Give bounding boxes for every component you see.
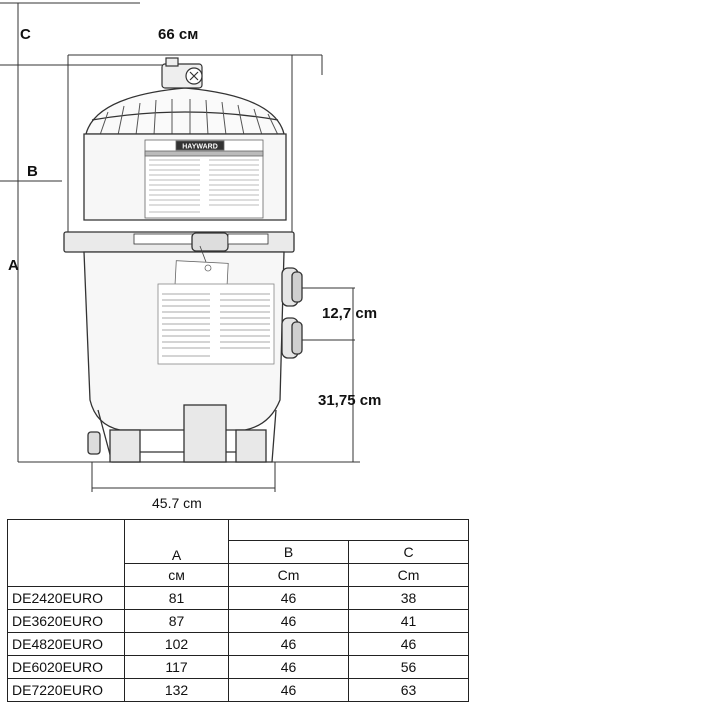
- table-corner: [8, 520, 125, 587]
- dim-base-width: 45.7 cm: [152, 495, 202, 511]
- tank-label: [158, 284, 274, 364]
- table-row: [8, 587, 469, 610]
- unit-b: Cm: [229, 564, 349, 587]
- value-b: 46: [229, 633, 349, 656]
- port-lower: [282, 318, 302, 358]
- value-c: 46: [349, 633, 469, 656]
- value-c: 38: [349, 587, 469, 610]
- value-c: 63: [349, 679, 469, 702]
- brand-label: HAYWARD: [182, 143, 218, 151]
- table-row: [8, 656, 469, 679]
- warning-label: [145, 140, 263, 218]
- value-a: 132: [125, 679, 229, 702]
- value-c: 56: [349, 656, 469, 679]
- value-b: 46: [229, 610, 349, 633]
- model-name: DE3620EURO: [8, 610, 125, 633]
- model-name: DE4820EURO: [8, 633, 125, 656]
- value-a: 81: [125, 587, 229, 610]
- dim-port-spacing: 12,7 cm: [322, 305, 378, 322]
- air-relief-valve: [162, 58, 202, 88]
- table-row: [8, 679, 469, 702]
- dim-label-c: C: [20, 26, 31, 43]
- table-row: [8, 633, 469, 656]
- col-header-b: B: [229, 541, 349, 564]
- model-name: DE6020EURO: [8, 656, 125, 679]
- dim-label-a: A: [8, 257, 19, 274]
- dim-top-width: 66 см: [158, 26, 199, 43]
- value-b: 46: [229, 656, 349, 679]
- clamp-band: [64, 232, 294, 252]
- value-b: 46: [229, 587, 349, 610]
- port-upper: [282, 268, 302, 306]
- col-header-c: C: [349, 541, 469, 564]
- table-row: [8, 610, 469, 633]
- dim-port-height: 31,75 cm: [318, 392, 382, 409]
- value-a: 102: [125, 633, 229, 656]
- value-a: 87: [125, 610, 229, 633]
- col-header-a: A: [125, 520, 229, 564]
- value-a: 117: [125, 656, 229, 679]
- unit-c: Cm: [349, 564, 469, 587]
- model-name: DE2420EURO: [8, 587, 125, 610]
- dim-label-b: B: [27, 163, 38, 180]
- unit-a: см: [125, 564, 229, 587]
- model-name: DE7220EURO: [8, 679, 125, 702]
- value-c: 41: [349, 610, 469, 633]
- col-group-header: [229, 520, 469, 541]
- value-b: 46: [229, 679, 349, 702]
- dimensions-table: [7, 519, 469, 702]
